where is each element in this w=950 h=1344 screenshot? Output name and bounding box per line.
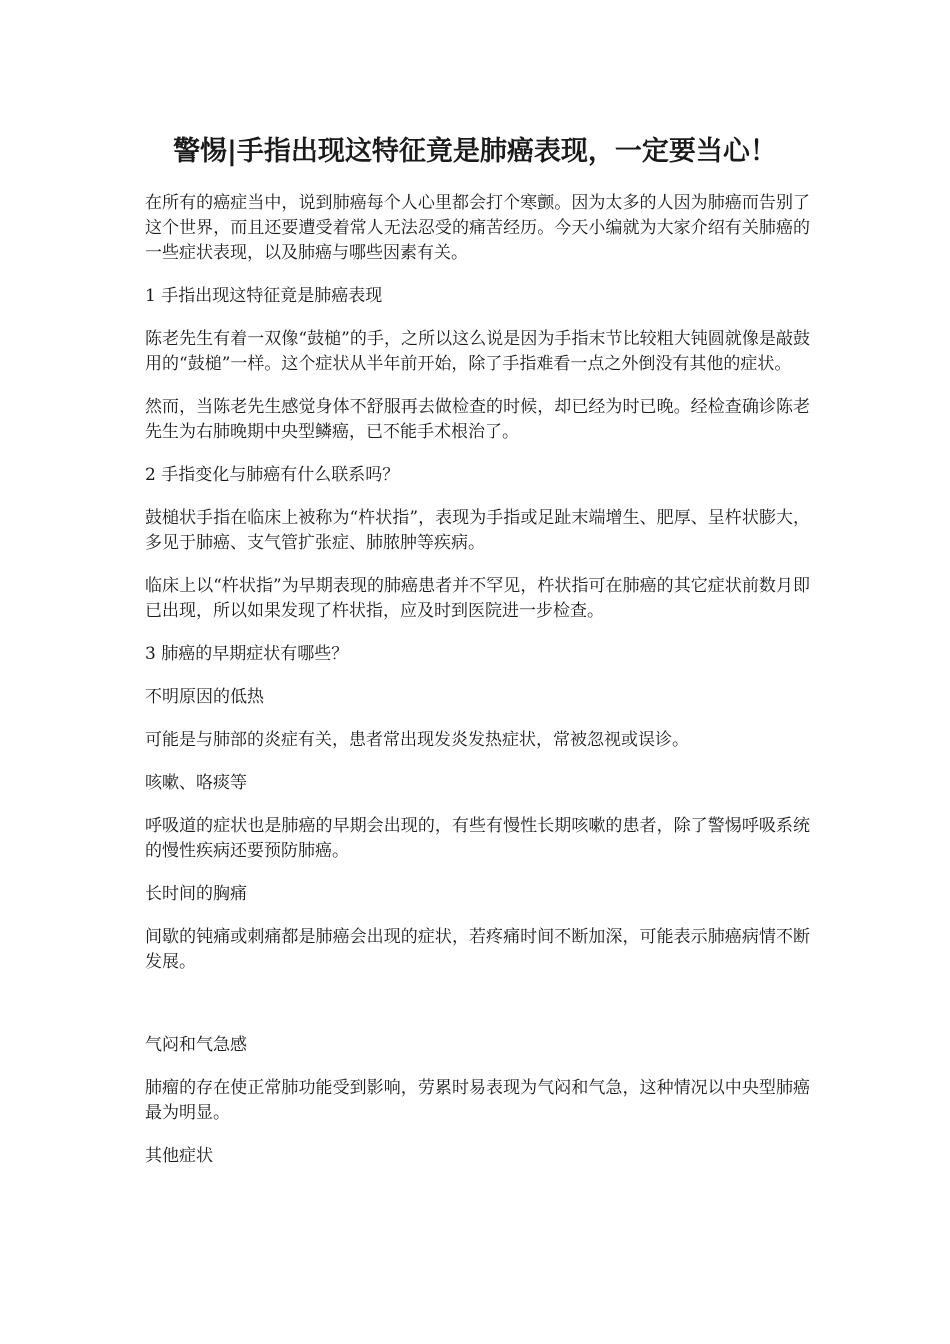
article-title: 警惕|手指出现这特征竟是肺癌表现，一定要当心！ [173, 136, 777, 167]
body-paragraph: 可能是与肺部的炎症有关，患者常出现发炎发热症状，常被忽视或误诊。 [145, 730, 689, 750]
body-paragraph: 间歇的钝痛或刺痛都是肺癌会出现的症状，若疼痛时间不断加深，可能表示肺癌病情不断发展。 [145, 927, 810, 972]
article-body [145, 191, 810, 1169]
symptom-heading: 其他症状 [145, 1146, 213, 1166]
intro-paragraph: 在所有的癌症当中，说到肺癌每个人心里都会打个寒颤。因为太多的人因为肺癌而告别了这个世界，而且还要遭受着常人无法忍受的痛苦经历。今天小编就为大家介绍有关肺癌的一些症状表现，以及肺癌与哪些因素有关。 [145, 193, 810, 263]
section-heading-1: 1 手指出现这特征竟是肺癌表现 [145, 286, 383, 306]
body-paragraph: 鼓槌状手指在临床上被称为“杵状指”，表现为手指或足趾末端增生、肥厚、呈杵状膨大，多见于肺癌、支气管扩张症、肺脓肿等疾病。 [145, 508, 810, 553]
symptom-heading: 气闷和气急感 [145, 1035, 247, 1055]
body-paragraph: 肺瘤的存在使正常肺功能受到影响，劳累时易表现为气闷和气急，这种情况以中央型肺癌最为明显。 [145, 1078, 810, 1123]
section-heading-3: 3 肺癌的早期症状有哪些？ [145, 644, 349, 664]
symptom-heading: 长时间的胸痛 [145, 884, 247, 904]
section-heading-2: 2 手指变化与肺癌有什么联系吗？ [145, 465, 400, 485]
body-paragraph: 然而，当陈老先生感觉身体不舒服再去做检查的时候，却已经为时已晚。经检查确诊陈老先生为右肺晚期中央型鳞癌，已不能手术根治了。 [145, 397, 810, 442]
symptom-heading: 不明原因的低热 [145, 687, 264, 707]
body-paragraph: 临床上以“杵状指”为早期表现的肺癌患者并不罕见，杵状指可在肺癌的其它症状前数月即已出现，所以如果发现了杵状指，应及时到医院进一步检查。 [145, 576, 810, 621]
body-paragraph: 陈老先生有着一双像“鼓槌”的手，之所以这么说是因为手指末节比较粗大钝圆就像是敲鼓用的“鼓槌”一样。这个症状从半年前开始，除了手指难看一点之外倒没有其他的症状。 [145, 329, 810, 374]
symptom-heading: 咳嗽、咯痰等 [145, 773, 247, 793]
body-paragraph: 呼吸道的症状也是肺癌的早期会出现的，有些有慢性长期咳嗽的患者，除了警惕呼吸系统的慢性疾病还要预防肺癌。 [145, 816, 810, 861]
